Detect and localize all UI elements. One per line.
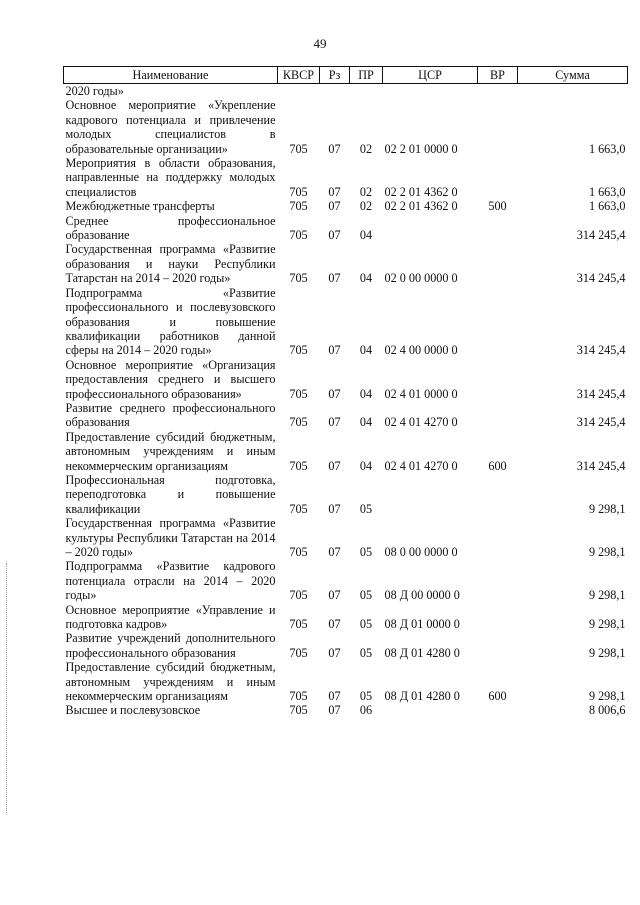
row-sum: 314 245,4: [576, 386, 626, 401]
row-name: Развитие среднего профессионального образования: [65, 400, 276, 430]
row-rz: [320, 84, 350, 99]
row-rz: 07: [328, 501, 341, 516]
row-sum: 9 298,1: [588, 545, 626, 559]
row-csr: 08 Д 01 4280 0: [384, 645, 460, 660]
row-pr: 05: [359, 645, 373, 660]
row-pr: 04: [359, 343, 373, 358]
row-name: Государственная программа «Развитие культуры Республики Татарстан на 2014 – 2020 годы»: [65, 516, 276, 559]
table-row: [64, 603, 628, 632]
row-vr: [478, 358, 518, 401]
row-name: Основное мероприятие «Управление и подготовка кадров»: [65, 602, 276, 632]
row-pr: 05: [359, 545, 373, 559]
row-pr: 04: [359, 271, 373, 286]
row-csr: 02 0 00 0000 0: [384, 271, 458, 286]
row-kvsr: 705: [289, 689, 308, 704]
row-vr: 500: [488, 199, 507, 214]
row-name: 2020 годы»: [65, 84, 124, 98]
row-pr: 05: [359, 501, 373, 516]
row-rz: 07: [328, 588, 341, 603]
row-csr: 08 Д 00 0000 0: [384, 588, 460, 603]
table-row: [64, 473, 628, 516]
row-vr: [478, 603, 518, 632]
row-sum: 314 245,4: [576, 458, 626, 473]
row-kvsr: 705: [289, 703, 308, 718]
row-rz: 07: [328, 458, 341, 473]
header-pr: ПР: [350, 67, 383, 84]
row-sum: 1 663,0: [588, 184, 626, 199]
row-rz: 07: [328, 343, 341, 358]
row-kvsr: 705: [289, 141, 308, 156]
header-kvsr: КВСР: [278, 67, 320, 84]
row-rz: 07: [328, 386, 341, 401]
row-csr: 02 4 01 4270 0: [384, 458, 458, 473]
row-name: Профессиональная подготовка, переподготовка и повышение квалификации: [65, 472, 276, 516]
table-row: [64, 214, 628, 243]
row-rz: 07: [328, 415, 341, 430]
row-pr: 05: [359, 588, 373, 603]
row-vr: [478, 401, 518, 430]
row-rz: 07: [328, 617, 341, 632]
budget-table: [63, 66, 628, 718]
row-vr: [478, 559, 518, 602]
row-vr: [478, 242, 518, 285]
table-row: [64, 660, 628, 703]
table-row: [64, 631, 628, 660]
row-csr: 02 4 00 0000 0: [384, 343, 458, 358]
row-sum: 314 245,4: [576, 228, 626, 243]
row-pr: 05: [359, 617, 373, 632]
row-sum: 9 298,1: [588, 617, 626, 632]
row-pr: 02: [359, 141, 373, 156]
row-name: Предоставление субсидий бюджетным, автономным учреждениям и иным некоммерческим организациям: [65, 429, 276, 473]
header-vr: ВР: [478, 67, 518, 84]
table-row: [64, 286, 628, 358]
row-rz: 07: [328, 184, 341, 199]
row-pr: 04: [359, 386, 373, 401]
row-pr: 02: [359, 184, 373, 199]
row-name: Предоставление субсидий бюджетным, автономным учреждениям и иным некоммерческим организациям: [65, 660, 276, 704]
table-row: [64, 156, 628, 199]
row-sum: 8 006,6: [588, 703, 626, 718]
table-row: [64, 516, 628, 559]
row-rz: 07: [328, 199, 341, 214]
row-sum: 9 298,1: [588, 501, 626, 516]
table-row: [64, 559, 628, 602]
row-vr: [478, 98, 518, 156]
row-sum: 9 298,1: [588, 588, 626, 603]
row-kvsr: 705: [289, 199, 308, 214]
row-name: Основное мероприятие «Организация предоставления среднего и высшего профессионального образования»: [65, 357, 276, 401]
row-kvsr: 705: [289, 184, 308, 199]
row-kvsr: 705: [289, 228, 308, 243]
row-sum: [518, 84, 628, 99]
row-csr: [383, 473, 478, 516]
row-kvsr: 705: [289, 343, 308, 358]
row-sum: 314 245,4: [576, 415, 626, 430]
row-sum: 9 298,1: [588, 689, 626, 704]
row-csr: 08 0 00 0000 0: [384, 545, 458, 559]
table-row: [64, 98, 628, 156]
row-kvsr: 705: [289, 545, 308, 559]
row-rz: 07: [328, 703, 341, 718]
row-pr: 04: [359, 415, 373, 430]
row-name: Межбюджетные трансферты: [65, 199, 215, 214]
row-sum: 1 663,0: [588, 141, 626, 156]
row-vr: [478, 156, 518, 199]
page-number: 49: [313, 36, 327, 51]
row-csr: 08 Д 01 0000 0: [384, 617, 460, 632]
table-row: [64, 430, 628, 473]
table-row: [64, 84, 628, 99]
table-row: [64, 703, 628, 717]
row-name: Подпрограмма «Развитие кадрового потенциала отрасли на 2014 – 2020 годы»: [65, 559, 276, 603]
row-pr: 04: [359, 458, 373, 473]
row-csr: [383, 84, 478, 99]
row-csr: [383, 214, 478, 243]
table-header-row: [64, 67, 628, 84]
table-body: [64, 84, 628, 718]
row-vr: [478, 703, 518, 717]
row-name: Высшее и послевузовское: [65, 703, 201, 718]
row-vr: 600: [488, 458, 507, 473]
row-vr: [478, 84, 518, 99]
row-csr: 08 Д 01 4280 0: [384, 689, 460, 704]
row-kvsr: 705: [289, 617, 308, 632]
row-rz: 07: [328, 271, 341, 286]
row-csr: 02 2 01 4362 0: [384, 199, 458, 214]
row-kvsr: 705: [289, 386, 308, 401]
scan-artifact-line: [6, 563, 7, 813]
row-pr: 06: [359, 703, 373, 718]
row-csr: 02 2 01 4362 0: [384, 184, 458, 199]
row-rz: 07: [328, 228, 341, 243]
row-csr: 02 4 01 0000 0: [384, 386, 458, 401]
row-kvsr: 705: [289, 501, 308, 516]
row-kvsr: 705: [289, 415, 308, 430]
row-name: Подпрограмма «Развитие профессионального и послевузовского образования и повышение квалификации работников данной сферы на 2014 – 2020 годы»: [65, 285, 276, 358]
table-row: [64, 358, 628, 401]
row-vr: [478, 516, 518, 559]
row-kvsr: 705: [289, 458, 308, 473]
table-row: [64, 199, 628, 213]
header-sum: Сумма: [518, 67, 628, 84]
row-kvsr: [278, 84, 320, 99]
row-pr: 04: [359, 228, 373, 243]
row-sum: 314 245,4: [576, 271, 626, 286]
row-vr: [478, 473, 518, 516]
row-name: Государственная программа «Развитие образования и науки Республики Татарстан на 2014 – 2020 годы»: [65, 242, 276, 286]
row-sum: 1 663,0: [588, 199, 626, 214]
header-name: Наименование: [64, 67, 278, 84]
row-pr: 02: [359, 199, 373, 214]
row-rz: 07: [328, 141, 341, 156]
row-vr: [478, 214, 518, 243]
row-vr: [478, 286, 518, 358]
table-row: [64, 242, 628, 285]
row-name: Среднее профессиональное образование: [65, 213, 276, 243]
row-name: Развитие учреждений дополнительного профессионального образования: [65, 631, 276, 660]
row-pr: 05: [359, 689, 373, 704]
row-csr: 02 2 01 0000 0: [384, 141, 458, 156]
header-csr: ЦСР: [383, 67, 478, 84]
row-kvsr: 705: [289, 645, 308, 660]
row-name: Основное мероприятие «Укрепление кадрового потенциала и привлечение молодых специалистов в образовательные организации»: [65, 98, 276, 156]
row-vr: 600: [488, 689, 507, 704]
row-sum: 314 245,4: [576, 343, 626, 358]
row-vr: [478, 631, 518, 660]
table-row: [64, 401, 628, 430]
row-sum: 9 298,1: [588, 645, 626, 660]
row-kvsr: 705: [289, 588, 308, 603]
row-name: Мероприятия в области образования, направленные на поддержку молодых специалистов: [65, 156, 276, 199]
row-pr: [350, 84, 383, 99]
row-csr: [383, 703, 478, 717]
row-rz: 07: [328, 645, 341, 660]
row-csr: 02 4 01 4270 0: [384, 415, 458, 430]
header-rz: Рз: [320, 67, 350, 84]
row-kvsr: 705: [289, 271, 308, 286]
row-rz: 07: [328, 545, 341, 559]
row-rz: 07: [328, 689, 341, 704]
